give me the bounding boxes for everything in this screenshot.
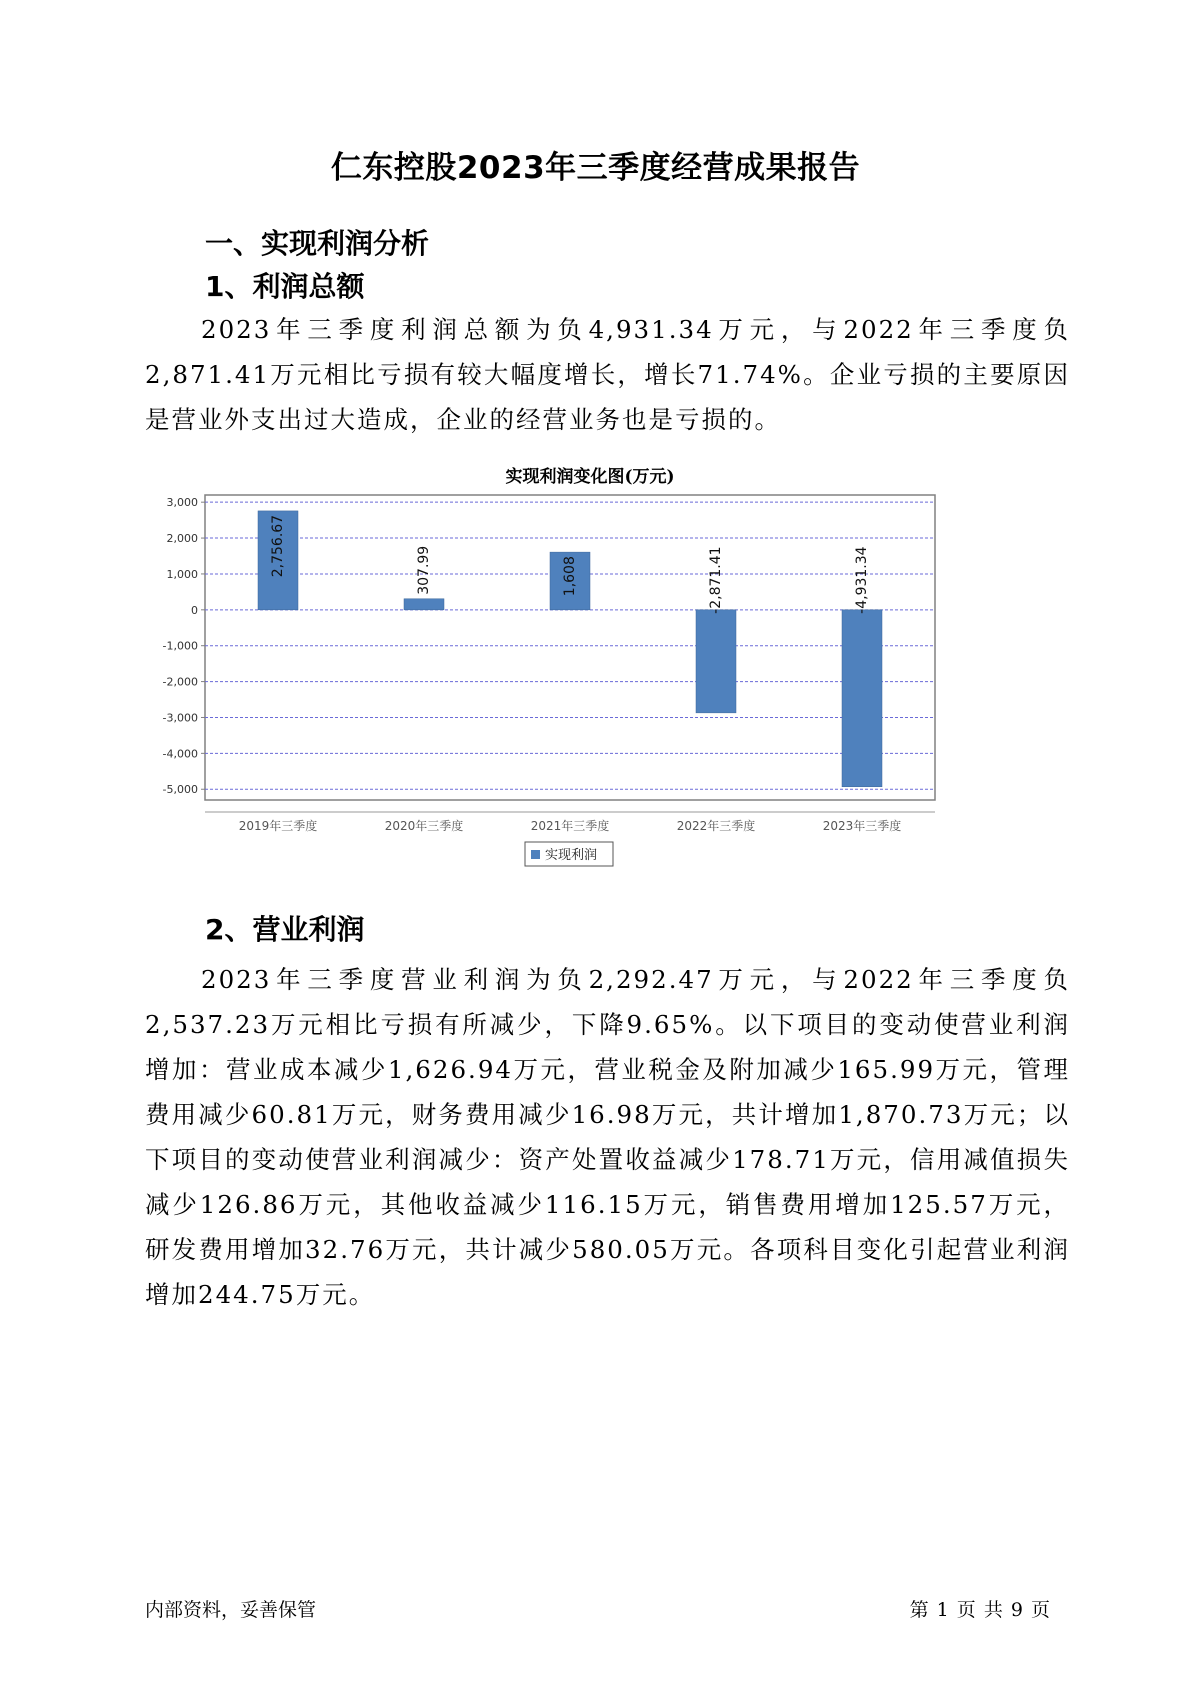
report-title: 仁东控股2023年三季度经营成果报告 <box>330 150 861 186</box>
subheading-total-profit: 1、利润总额 <box>205 270 365 303</box>
x-tick-label: 2020年三季度 <box>384 819 464 833</box>
y-tick-label: 1,000 <box>166 567 198 581</box>
legend-swatch <box>531 850 540 859</box>
bar-5 <box>842 610 882 787</box>
chart-svg <box>150 490 1030 950</box>
legend-label: 实现利润 <box>545 848 598 863</box>
data-label-1: 2,756.67 <box>270 514 286 578</box>
profit-chart <box>150 467 1030 950</box>
y-tick-label: -3,000 <box>162 711 198 725</box>
data-label-4: -2,871.41 <box>708 546 724 614</box>
data-label-2: 307.99 <box>416 545 432 595</box>
data-label-5: -4,931.34 <box>854 546 870 614</box>
footer-page-number: 第 1 页 共 9 页 <box>909 1599 1051 1621</box>
paragraph-operating-profit: 2023年三季度营业利润为负2,292.47万元，与2022年三季度负2,537.23万元相比亏损有所减少，下降9.65%。以下项目的变动使营业利润增加：营业成本减少1,626.94万元，营业税金及附加减少165.99万元，管理费用减少60.81万元，财务费用减少16.98万元，共计增加1,870.73万元；以下项目的变动使营业利润减少：资产处置收益减少178.71万元，信用减值损失减少126.86万元，其他收益减少116.15万元，销售费用增加125.57万元，研发费用增加32.76万元，共计减少580.05万元。各项科目变化引起营业利润增加244.75万元。 <box>145 965 1070 1309</box>
y-tick-label: -5,000 <box>162 783 198 797</box>
y-tick-label: -1,000 <box>162 639 198 653</box>
x-tick-label: 2019年三季度 <box>238 819 318 833</box>
bar-4 <box>696 610 736 713</box>
chart-title: 实现利润变化图(万元) <box>505 467 675 487</box>
y-tick-label: -2,000 <box>162 675 198 689</box>
x-tick-label: 2022年三季度 <box>676 819 756 833</box>
plot-area <box>205 495 935 800</box>
y-tick-label: 0 <box>191 603 198 617</box>
x-tick-label: 2023年三季度 <box>822 819 902 833</box>
footer-confidential: 内部资料，妥善保管 <box>145 1599 317 1621</box>
y-tick-label: 2,000 <box>166 532 198 546</box>
y-tick-label: 3,000 <box>166 496 198 510</box>
bar-2 <box>404 599 444 610</box>
data-label-3: 1,608 <box>562 556 578 597</box>
paragraph-total-profit: 2023年三季度利润总额为负4,931.34万元，与2022年三季度负2,871.41万元相比亏损有较大幅度增长，增长71.74%。企业亏损的主要原因是营业外支出过大造成，企业的经营业务也是亏损的。 <box>145 315 1070 434</box>
section-heading-profit-analysis: 一、实现利润分析 <box>205 227 430 260</box>
y-tick-label: -4,000 <box>162 747 198 761</box>
x-tick-label: 2021年三季度 <box>530 819 610 833</box>
subheading-operating-profit: 2、营业利润 <box>205 913 365 946</box>
